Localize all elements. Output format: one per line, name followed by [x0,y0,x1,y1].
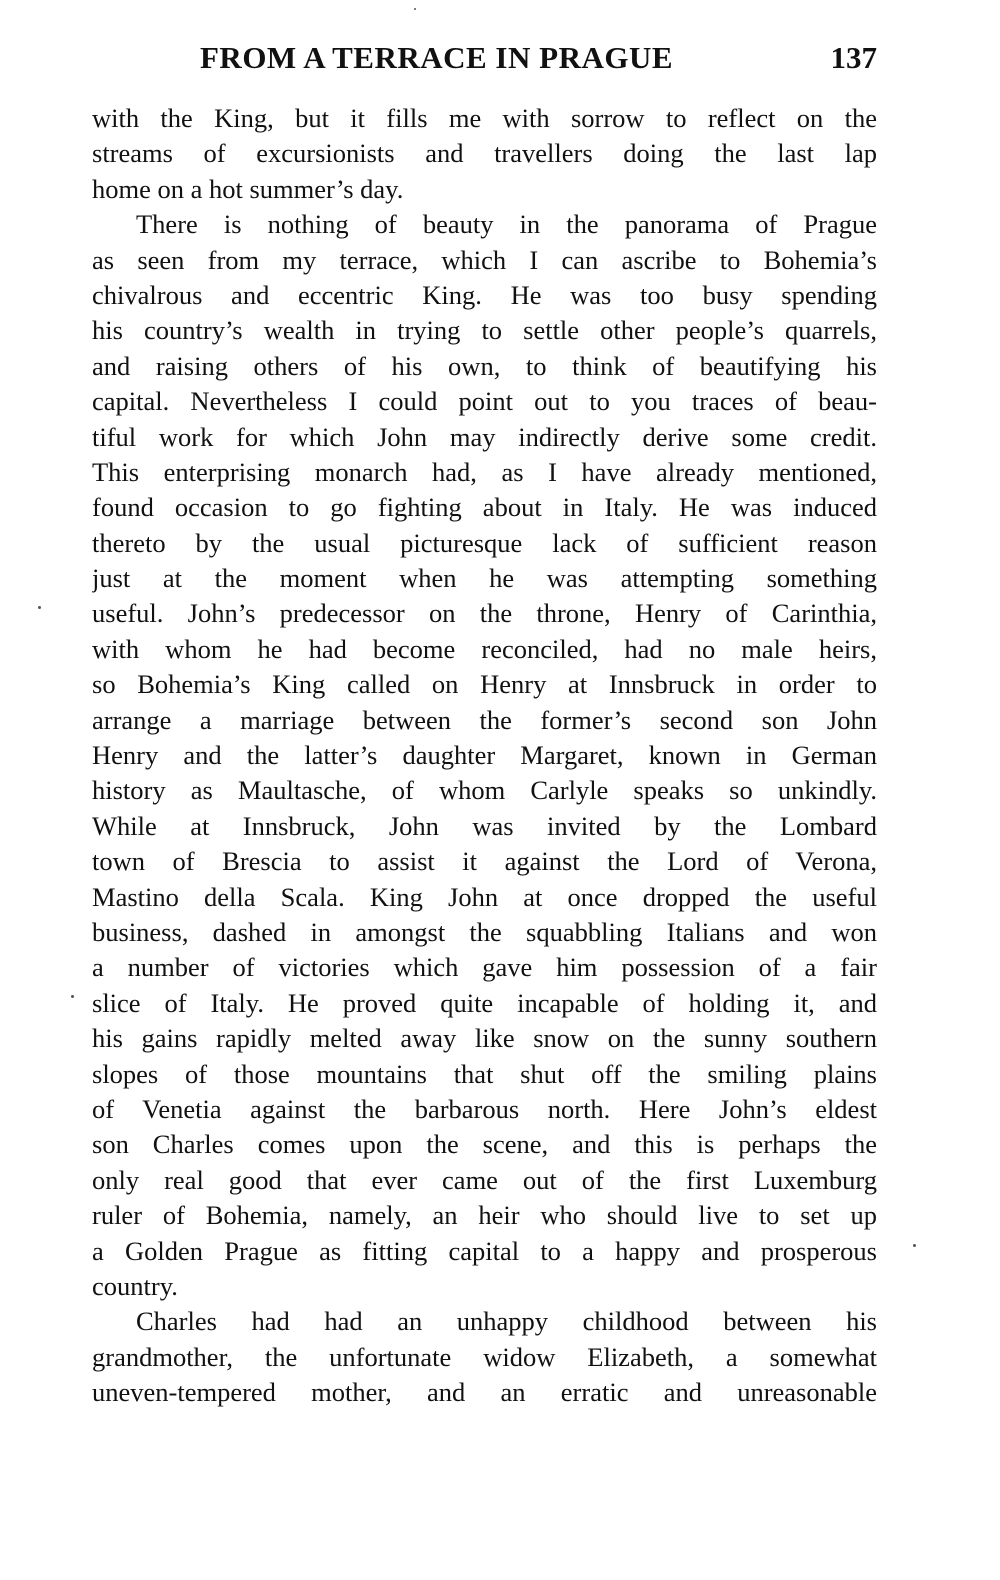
scan-speck [38,606,41,609]
text-line: Henry and the latter’s daughter Margaret, known in German [92,740,877,771]
scan-speck [414,8,416,10]
text-line: as seen from my terrace, which I can ascribe to Bohemia’s [92,244,877,275]
text-line: slice of Italy. He proved quite incapable of holding it, and [92,987,877,1018]
text-line: found occasion to go fighting about in Italy. He was induced [92,492,877,523]
running-title: FROM A TERRACE IN PRAGUE [200,40,674,75]
text-line: a number of victories which gave him possession of a fair [92,952,877,983]
text-line: Mastino della Scala. King John at once dropped the useful [92,881,877,912]
text-line: useful. John’s predecessor on the throne, Henry of Carinthia, [92,598,877,629]
text-line: business, dashed in amongst the squabbling Italians and won [92,916,877,947]
text-line: Charles had had an unhappy childhood between his [136,1306,877,1337]
scan-speck [71,995,74,998]
text-line: This enterprising monarch had, as I have already mentioned, [92,456,877,487]
text-line: While at Innsbruck, John was invited by the Lombard [92,810,877,841]
text-line: chivalrous and eccentric King. He was too busy spending [92,279,877,310]
text-line: arrange a marriage between the former’s second son John [92,704,877,735]
text-line: just at the moment when he was attempting something [92,563,877,594]
text-line: slopes of those mountains that shut off the smiling plains [92,1058,877,1089]
text-line: of Venetia against the barbarous north. Here John’s eldest [92,1093,877,1124]
text-line: his country’s wealth in trying to settle other people’s quarrels, [92,315,877,346]
text-line: thereto by the usual picturesque lack of sufficient reason [92,527,877,558]
text-line: a Golden Prague as fitting capital to a happy and prosperous [92,1235,877,1266]
text-line: history as Maultasche, of whom Carlyle speaks so unkindly. [92,775,877,806]
text-line: so Bohemia’s King called on Henry at Innsbruck in order to [92,669,877,700]
running-header [92,40,877,80]
text-line: capital. Nevertheless I could point out to you traces of beau- [92,386,877,417]
text-line: with whom he had become reconciled, had no male heirs, [92,633,877,664]
text-line: and raising others of his own, to think of beautifying his [92,350,877,381]
text-line: his gains rapidly melted away like snow on the sunny southern [92,1023,877,1054]
text-line: streams of excursionists and travellers doing the last lap [92,138,877,169]
text-line: son Charles comes upon the scene, and this is perhaps the [92,1129,877,1160]
page-number: 137 [830,40,877,75]
text-line: town of Brescia to assist it against the Lord of Verona, [92,846,877,877]
text-line: grandmother, the unfortunate widow Elizabeth, a somewhat [92,1341,877,1372]
text-line: tiful work for which John may indirectly derive some credit. [92,421,877,452]
text-line: with the King, but it fills me with sorrow to reflect on the [92,103,877,133]
scan-speck [913,1244,916,1247]
text-line: country. [92,1270,178,1301]
text-line: uneven-tempered mother, and an erratic and unreasonable [92,1377,877,1408]
text-line: ruler of Bohemia, namely, an heir who should live to set up [92,1200,877,1231]
text-line: home on a hot summer’s day. [92,173,404,204]
body-text [92,101,877,1410]
text-line: only real good that ever came out of the first Luxemburg [92,1164,877,1195]
text-line: There is nothing of beauty in the panorama of Prague [136,209,877,240]
